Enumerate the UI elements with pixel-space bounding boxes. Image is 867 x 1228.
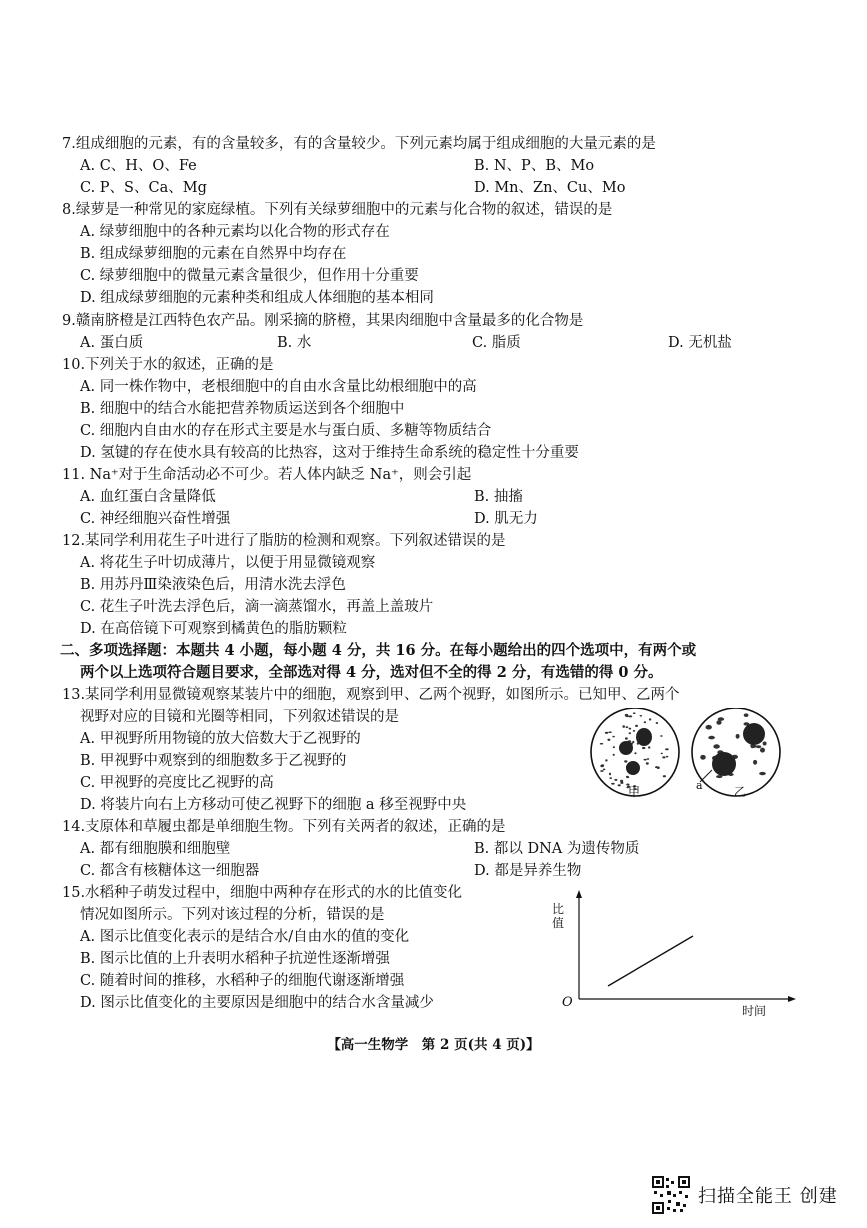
question-7-stem: 7.组成细胞的元素，有的含量较多，有的含量较少。下列元素均属于组成细胞的大量元素的是 [62, 136, 656, 152]
q14-option-d: D. 都是异养生物 [474, 863, 582, 879]
q15-option-b: B. 图示比值的上升表明水稻种子抗逆性逐渐增强 [80, 951, 390, 967]
q11-option-c: C. 神经细胞兴奋性增强 [80, 511, 231, 527]
q9-option-d: D. 无机盐 [668, 335, 732, 351]
q9-option-a: A. 蛋白质 [80, 335, 144, 351]
field-jia-label: 甲 [628, 785, 641, 799]
small-cell [656, 722, 659, 724]
small-cell [744, 713, 749, 717]
q15-option-c: C. 随着时间的推移，水稻种子的细胞代谢逐渐增强 [80, 973, 405, 989]
small-cell [646, 762, 649, 764]
q9-option-c: C. 脂质 [472, 335, 521, 351]
small-cell [751, 745, 756, 748]
q13-option-a: A. 甲视野所用物镜的放大倍数大于乙视野的 [80, 731, 361, 747]
question-11-stem: 11. Na⁺对于生命活动必不可少。若人体内缺乏 Na⁺，则会引起 [62, 467, 472, 483]
section-2-heading: 二、多项选择题：本题共 4 小题，每小题 4 分，共 16 分。在每小题给出的四个选项中，有两个或 [60, 642, 697, 659]
small-cell [609, 731, 612, 733]
small-cell [633, 712, 636, 714]
q7-option-d: D. Mn、Zn、Cu、Mo [474, 180, 626, 196]
graph-y-label: 比值 [552, 902, 565, 930]
small-cell [633, 730, 636, 732]
q13-option-c: C. 甲视野的亮度比乙视野的高 [80, 775, 274, 791]
scanner-text: 扫描全能王 创建 [698, 1186, 838, 1207]
small-cell [613, 754, 615, 756]
small-cell [644, 721, 646, 723]
small-cell [660, 735, 662, 737]
field-jia-cells [600, 712, 669, 790]
q11-option-a: A. 血红蛋白含量降低 [80, 489, 216, 505]
small-cell [626, 776, 629, 778]
small-cell [618, 784, 621, 786]
y-axis-arrow [576, 890, 582, 898]
small-cell [600, 770, 603, 772]
small-cell [647, 758, 649, 760]
field-yi-label: 乙 [734, 785, 747, 799]
q14-option-b: B. 都以 DNA 为遗传物质 [474, 841, 640, 857]
q7-option-b: B. N、P、B、Mo [474, 158, 595, 174]
question-10-stem: 10.下列关于水的叙述，正确的是 [62, 357, 274, 373]
q12-option-b: B. 用苏丹Ⅲ染液染色后，用清水洗去浮色 [80, 577, 346, 593]
graph-x-label: 时间 [742, 1004, 767, 1018]
small-cell [601, 764, 604, 767]
question-9-stem: 9.赣南脐橙是江西特色农产品。刚采摘的脐橙，其果肉细胞中含量最多的化合物是 [62, 313, 584, 329]
small-cell [609, 773, 611, 776]
q7-option-a: A. C、H、O、Fe [80, 158, 197, 174]
large-cell [636, 728, 652, 746]
small-cell [642, 747, 645, 749]
question-14-stem: 14.支原体和草履虫都是单细胞生物。下列有关两者的叙述，正确的是 [62, 819, 506, 835]
section-2-instructions: 两个以上选项符合题目要求，全部选对得 4 分，选对但不全的得 2 分，有选错的得 0 分。 [80, 664, 663, 681]
small-cell [634, 752, 636, 754]
small-cell [605, 732, 609, 734]
q10-option-a: A. 同一株作物中，老根细胞中的自由水含量比幼根细胞中的高 [80, 379, 477, 395]
q8-option-a: A. 绿萝细胞中的各种元素均以化合物的形式存在 [80, 224, 390, 240]
small-cell [607, 739, 610, 741]
small-cell [708, 736, 715, 740]
q7-option-c: C. P、S、Ca、Mg [80, 180, 207, 196]
ratio-line [608, 936, 693, 986]
small-cell [640, 715, 643, 717]
scanner-watermark [652, 1176, 838, 1214]
small-cell [756, 745, 761, 748]
small-cell [713, 744, 720, 748]
small-cell [736, 734, 740, 739]
small-cell [620, 780, 623, 783]
q14-option-c: C. 都含有核糖体这一细胞器 [80, 863, 260, 879]
q13-option-d: D. 将装片向右上方移动可使乙视野下的细胞 a 移至视野中央 [80, 797, 467, 813]
large-cell [743, 723, 765, 745]
small-cell [661, 753, 663, 755]
small-cell [629, 728, 632, 730]
question-8-stem: 8.绿萝是一种常见的家庭绿植。下列有关绿萝细胞中的元素与化合物的叙述，错误的是 [62, 202, 613, 218]
small-cell [648, 746, 650, 748]
qr-code-icon [652, 1176, 690, 1214]
q8-option-b: B. 组成绿萝细胞的元素在自然界中均存在 [80, 246, 347, 262]
cell-a [712, 752, 736, 776]
small-cell [665, 748, 669, 750]
q8-option-d: D. 组成绿萝细胞的元素种类和组成人体细胞的基本相同 [80, 290, 434, 306]
small-cell [763, 742, 767, 746]
small-cell [700, 755, 706, 760]
small-cell [611, 783, 615, 785]
page-footer: 【高一生物学 第 2 页(共 4 页)】 [327, 1037, 540, 1053]
small-cell [625, 714, 628, 716]
small-cell [649, 718, 651, 720]
q10-option-b: B. 细胞中的结合水能把营养物质运送到各个细胞中 [80, 401, 405, 417]
q15-option-d: D. 图示比值变化的主要原因是细胞中的结合水含量减少 [80, 995, 434, 1011]
small-cell [622, 725, 625, 728]
q12-option-c: C. 花生子叶洗去浮色后，滴一滴蒸馏水，再盖上盖玻片 [80, 599, 434, 615]
question-15-stem: 15.水稻种子萌发过程中，细胞中两种存在形式的水的比值变化 [62, 885, 463, 901]
q12-option-a: A. 将花生子叶切成薄片，以便于用显微镜观察 [80, 555, 376, 571]
small-cell [612, 736, 615, 738]
q12-option-d: D. 在高倍镜下可观察到橘黄色的脂肪颗粒 [80, 621, 347, 637]
small-cell [706, 725, 712, 730]
small-cell [614, 779, 617, 781]
q15-option-a: A. 图示比值变化表示的是结合水/自由水的值的变化 [80, 929, 410, 945]
small-cell [613, 746, 615, 748]
small-cell [605, 759, 607, 761]
q13-option-b: B. 甲视野中观察到的细胞数多于乙视野的 [80, 753, 347, 769]
large-cell [626, 761, 640, 775]
question-12-stem: 12.某同学利用花生子叶进行了脂肪的检测和观察。下列叙述错误的是 [62, 533, 506, 549]
small-cell [753, 760, 757, 765]
small-cell [663, 775, 666, 777]
small-cell [662, 756, 665, 758]
small-cell [624, 760, 627, 762]
question-15-stem-cont: 情况如图所示。下列对该过程的分析，错误的是 [80, 907, 385, 923]
small-cell [629, 715, 633, 717]
small-cell [657, 766, 660, 769]
q10-option-d: D. 氢键的存在使水具有较高的比热容，这对于维持生命系统的稳定性十分重要 [80, 445, 579, 461]
small-cell [625, 737, 628, 740]
q8-option-c: C. 绿萝细胞中的微量元素含量很少，但作用十分重要 [80, 268, 419, 284]
small-cell [635, 725, 638, 727]
graph-origin: O [562, 995, 573, 1010]
small-cell [629, 732, 631, 734]
q10-option-c: C. 细胞内自由水的存在形式主要是水与蛋白质、多糖等物质结合 [80, 423, 492, 439]
question-13-stem-cont: 视野对应的目镜和光圈等相同，下列叙述错误的是 [80, 709, 399, 725]
cell-a-label: a [696, 779, 703, 792]
small-cell [603, 769, 606, 771]
q14-option-a: A. 都有细胞膜和细胞壁 [80, 841, 231, 857]
q11-option-d: D. 肌无力 [474, 511, 538, 527]
small-cell [759, 772, 766, 775]
large-cell [619, 741, 633, 755]
small-cell [644, 759, 647, 761]
small-cell [760, 748, 765, 753]
microscope-fields-figure [588, 708, 788, 804]
small-cell [609, 777, 612, 779]
question-13-stem: 13.某同学利用显微镜观察某装片中的细胞，观察到甲、乙两个视野，如图所示。已知甲、乙两个 [62, 687, 680, 703]
q11-option-b: B. 抽搐 [474, 489, 523, 505]
small-cell [626, 726, 629, 728]
small-cell [716, 720, 721, 725]
q9-option-b: B. 水 [277, 335, 312, 351]
small-cell [666, 756, 669, 758]
small-cell [600, 743, 603, 745]
x-axis-arrow [788, 996, 796, 1002]
